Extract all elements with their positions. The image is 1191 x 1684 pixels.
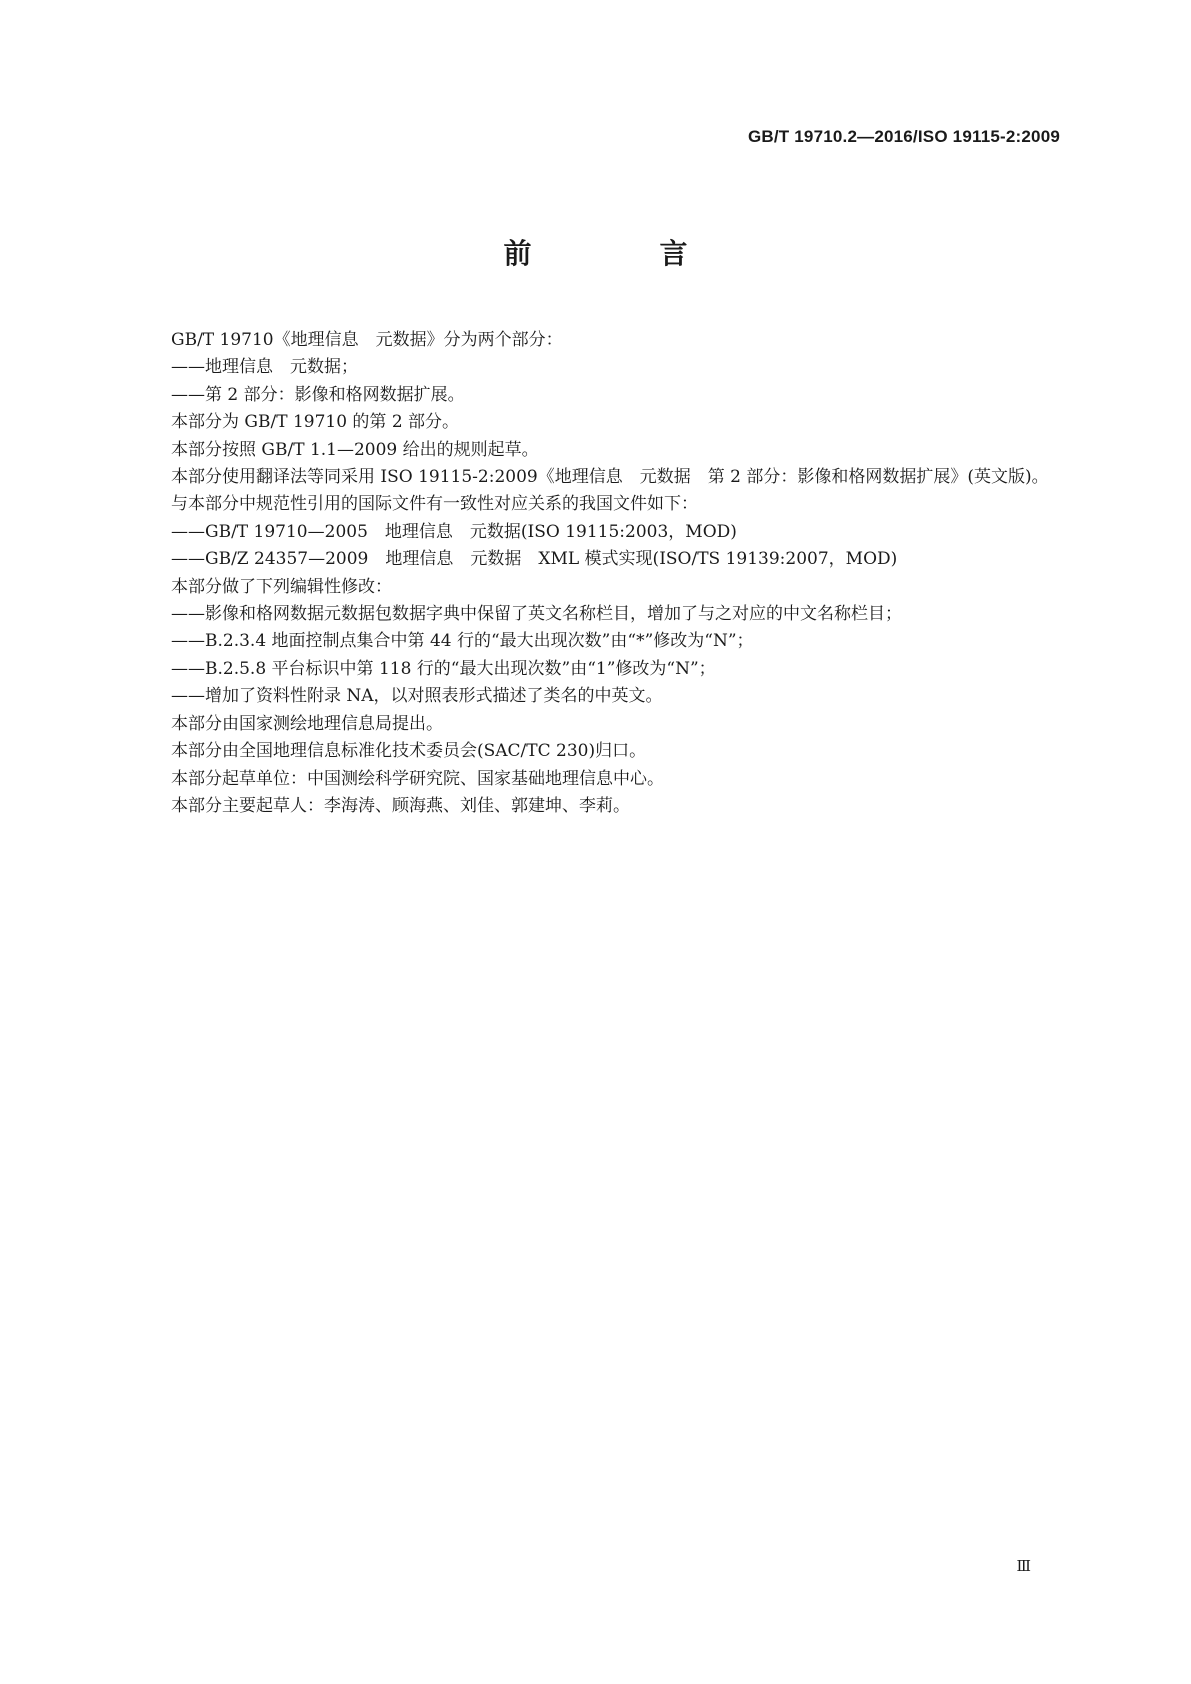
paragraph: 本部分使用翻译法等同采用 ISO 19115-2:2009《地理信息 元数据 第 2 部分：影像和格网数据扩展》(英文版)。 (171, 467, 1049, 488)
paragraph: 本部分由国家测绘地理信息局提出。 (171, 713, 443, 734)
paragraph: 与本部分中规范性引用的国际文件有一致性对应关系的我国文件如下： (171, 494, 698, 515)
paragraph: 本部分做了下列编辑性修改： (171, 576, 392, 597)
paragraph: 本部分由全国地理信息标准化技术委员会(SAC/TC 230)归口。 (171, 741, 647, 762)
paragraph: 本部分起草单位：中国测绘科学研究院、国家基础地理信息中心。 (171, 768, 664, 789)
page-title: 前 言 (503, 237, 738, 270)
list-item: ——GB/Z 24357—2009 地理信息 元数据 XML 模式实现(ISO/TS 19139:2007，MOD) (171, 549, 898, 570)
paragraph: GB/T 19710《地理信息 元数据》分为两个部分： (171, 330, 563, 350)
page-number: Ⅲ (1016, 1557, 1031, 1575)
list-item: ——B.2.5.8 平台标识中第 118 行的“最大出现次数”由“1”修改为“N”； (171, 658, 716, 679)
paragraph: 本部分主要起草人：李海涛、顾海燕、刘佳、郭建坤、李莉。 (171, 795, 630, 816)
list-item: ——增加了资料性附录 NA，以对照表形式描述了类名的中英文。 (171, 686, 663, 707)
paragraph: 本部分为 GB/T 19710 的第 2 部分。 (171, 412, 460, 433)
list-item: ——B.2.3.4 地面控制点集合中第 44 行的“最大出现次数”由“*”修改为“N”； (171, 631, 754, 652)
foreword-body (136, 327, 1061, 820)
list-item: ——第 2 部分：影像和格网数据扩展。 (171, 384, 465, 405)
list-item: ——地理信息 元数据； (171, 357, 358, 378)
list-item: ——GB/T 19710—2005 地理信息 元数据(ISO 19115:2003，MOD) (171, 521, 737, 542)
list-item: ——影像和格网数据元数据包数据字典中保留了英文名称栏目，增加了与之对应的中文名称栏目； (171, 604, 902, 625)
standard-code: GB/T 19710.2—2016/ISO 19115-2:2009 (747, 127, 1060, 146)
paragraph: 本部分按照 GB/T 1.1—2009 给出的规则起草。 (171, 439, 539, 460)
